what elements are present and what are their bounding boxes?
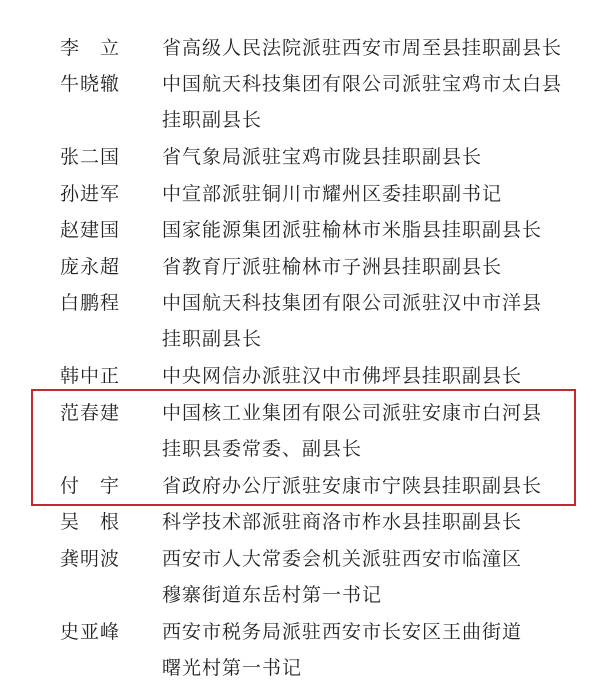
person-name: 孙进军 [60, 183, 121, 205]
post-description [162, 504, 590, 540]
person-name: 吴 根 [60, 511, 121, 533]
post-line: 曙光村第一书记 [162, 657, 303, 679]
highlight-box [31, 389, 576, 506]
post-description [162, 614, 590, 686]
post-description [162, 212, 590, 248]
post-line: 挂职县委常委、副县长 [162, 438, 363, 460]
post-line: 中宣部派驻铜川市耀州区委挂职副书记 [162, 183, 503, 205]
post-line: 省政府办公厅派驻安康市宁陕县挂职副县长 [162, 475, 543, 497]
post-line: 西安市税务局派驻西安市长安区王曲街道 [162, 621, 523, 643]
post-description [162, 30, 590, 66]
post-line: 中国航天科技集团有限公司派驻汉中市洋县 [162, 292, 543, 314]
post-line: 科学技术部派驻商洛市柞水县挂职副县长 [162, 511, 523, 533]
post-line: 穆寨街道东岳村第一书记 [162, 584, 383, 606]
post-description [162, 66, 590, 138]
post-line: 中国航天科技集团有限公司派驻宝鸡市太白县 [162, 73, 563, 95]
post-description [162, 176, 590, 212]
person-name: 史亚峰 [60, 621, 121, 643]
post-description [162, 541, 590, 613]
person-name: 庞永超 [60, 256, 121, 278]
post-line: 西安市人大常委会机关派驻西安市临潼区 [162, 548, 523, 570]
post-description [162, 139, 590, 175]
post-description [162, 249, 590, 285]
post-line: 中国核工业集团有限公司派驻安康市白河县 [162, 402, 543, 424]
person-name: 韩中正 [60, 365, 121, 387]
post-line: 国家能源集团派驻榆林市米脂县挂职副县长 [162, 219, 543, 241]
person-name: 范春建 [60, 402, 121, 424]
post-line: 省高级人民法院派驻西安市周至县挂职副县长 [162, 37, 563, 59]
post-line: 省教育厅派驻榆林市子洲县挂职副县长 [162, 256, 503, 278]
post-line: 挂职副县长 [162, 328, 263, 350]
post-line: 挂职副县长 [162, 109, 263, 131]
person-name: 张二国 [60, 146, 121, 168]
post-line: 省气象局派驻宝鸡市陇县挂职副县长 [162, 146, 483, 168]
person-name: 白鹏程 [60, 292, 121, 314]
person-name: 李 立 [60, 37, 121, 59]
person-name: 赵建国 [60, 219, 121, 241]
post-line: 中央网信办派驻汉中市佛坪县挂职副县长 [162, 365, 523, 387]
person-name: 龚明波 [60, 548, 121, 570]
person-name: 牛晓辙 [60, 73, 121, 95]
post-description [162, 285, 590, 357]
person-name: 付 宇 [60, 475, 121, 497]
